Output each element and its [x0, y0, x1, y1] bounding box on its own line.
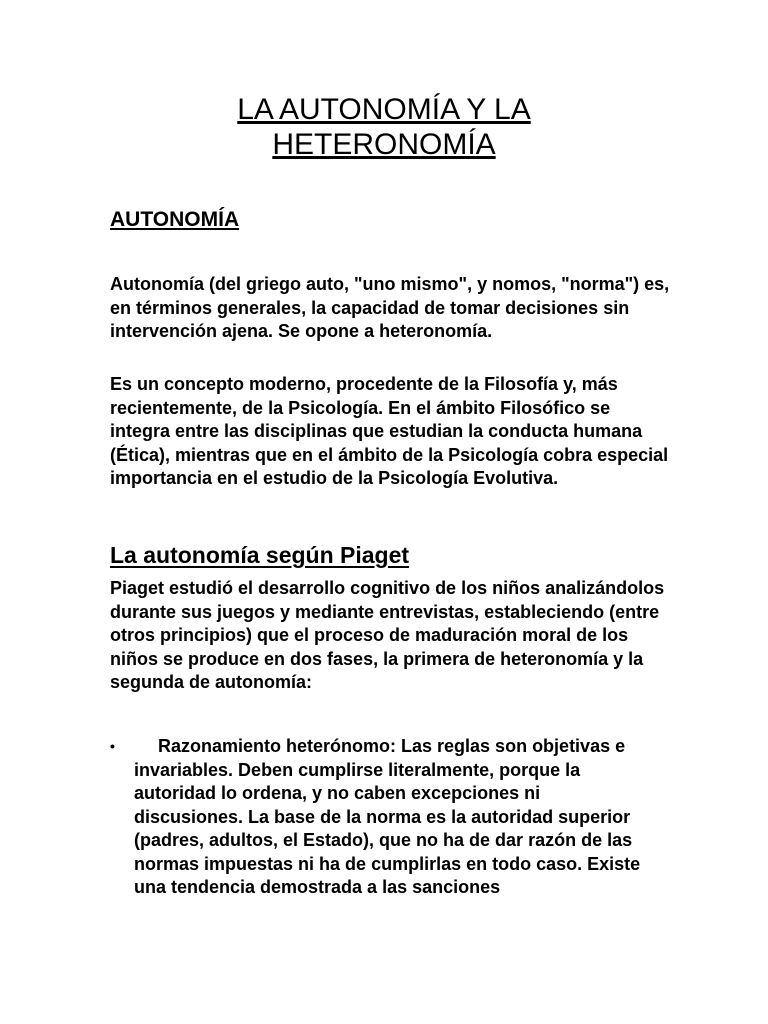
- bullet-list: [110, 735, 650, 900]
- document-title: [0, 92, 768, 162]
- bullet-text: Razonamiento heterónomo: Las reglas son objetivas e invariables. Deben cumplirse literalmente, porque la autoridad lo ordena, y no caben excepciones ni discusiones. La base de la norma es la autoridad superior (padres, adultos, el Estado), que no ha de dar razón de las normas impuestas ni ha de cumplirlas en todo caso. Existe una tendencia demostrada a las sanciones: [134, 736, 641, 897]
- paragraph-concept: Es un concepto moderno, procedente de la Filosofía y, más recientemente, de la Psicología. En el ámbito Filosófico se integra entre las disciplinas que estudian la conducta humana (Ética), mientras que en el ámbito de la Psicología cobra especial importancia en el estudio de la Psicología Evolutiva.: [110, 374, 669, 488]
- title-line-1: LA AUTONOMÍA Y LA: [237, 93, 531, 126]
- paragraph-definition: Autonomía (del griego auto, "uno mismo", y nomos, "norma") es, en términos generales, la capacidad de tomar decisiones sin intervención ajena. Se opone a heteronomía.: [110, 274, 670, 341]
- list-item: [110, 735, 650, 900]
- paragraph-piaget: Piaget estudió el desarrollo cognitivo de los niños analizándolos durante sus juegos y mediante entrevistas, estableciendo (entre otros principios) que el proceso de maduración moral de los niños se produce en dos fases, la primera de heteronomía y la segunda de autonomía:: [110, 578, 665, 692]
- section-heading: AUTONOMÍA: [110, 208, 240, 231]
- bullet-icon: •: [110, 738, 115, 754]
- title-line-2: HETERONOMÍA: [272, 128, 496, 161]
- subheading-piaget: La autonomía según Piaget: [110, 542, 410, 568]
